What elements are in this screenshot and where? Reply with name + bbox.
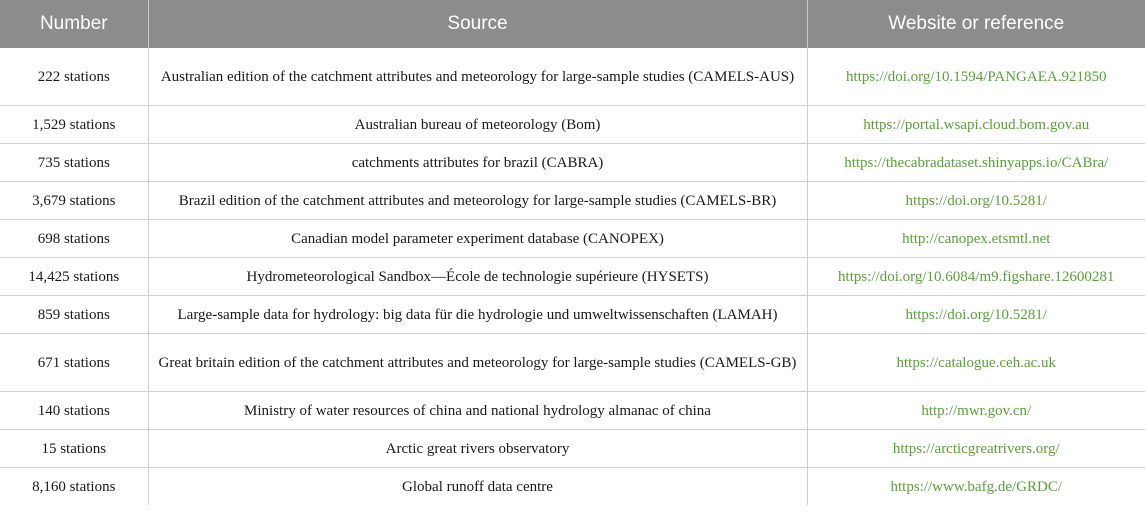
cell-number: 698 stations: [0, 220, 148, 258]
table-body: [0, 48, 1145, 505]
cell-website-link[interactable]: https://doi.org/10.1594/PANGAEA.921850: [807, 48, 1145, 106]
cell-website-link[interactable]: https://doi.org/10.5281/: [807, 182, 1145, 220]
table-row: [0, 144, 1145, 182]
table-row: [0, 468, 1145, 506]
cell-number: 671 stations: [0, 334, 148, 392]
cell-source: Australian bureau of meteorology (Bom): [148, 106, 807, 144]
cell-source: Large-sample data for hydrology: big data für die hydrologie und umweltwissenschaften (LAMAH): [148, 296, 807, 334]
cell-source: Hydrometeorological Sandbox—École de technologie supérieure (HYSETS): [148, 258, 807, 296]
cell-number: 222 stations: [0, 48, 148, 106]
cell-number: 735 stations: [0, 144, 148, 182]
table-row: [0, 106, 1145, 144]
cell-website-link[interactable]: https://www.bafg.de/GRDC/: [890, 478, 1063, 495]
cell-website-link[interactable]: https://doi.org/10.6084/m9.figshare.12600281: [807, 258, 1145, 296]
cell-source: catchments attributes for brazil (CABRA): [148, 144, 807, 182]
cell-source: Ministry of water resources of china and national hydrology almanac of china: [148, 392, 807, 430]
cell-website-link[interactable]: http://mwr.gov.cn/: [807, 392, 1145, 430]
cell-source: Brazil edition of the catchment attributes and meteorology for large-sample studies (CAMELS-BR): [148, 182, 807, 220]
table-row: [0, 258, 1145, 296]
cell-website-link[interactable]: https://thecabradataset.shinyapps.io/CABra/: [807, 144, 1145, 182]
cell-source: Canadian model parameter experiment database (CANOPEX): [148, 220, 807, 258]
table-row: [0, 220, 1145, 258]
table-row: [0, 334, 1145, 392]
table-row: [0, 392, 1145, 430]
cell-number: 14,425 stations: [0, 258, 148, 296]
cell-website-link[interactable]: https://portal.wsapi.cloud.bom.gov.au: [807, 106, 1145, 144]
cell-number: 8,160 stations: [0, 468, 148, 506]
cell-source: Arctic great rivers observatory: [148, 430, 807, 468]
table-row: [0, 182, 1145, 220]
table-row: [0, 48, 1145, 106]
cell-website-link[interactable]: https://arcticgreatrivers.org/: [807, 430, 1145, 468]
header-website: Website or reference: [807, 0, 1145, 48]
cell-website-link[interactable]: http://canopex.etsmtl.net: [807, 220, 1145, 258]
cell-source: Great britain edition of the catchment attributes and meteorology for large-sample studies (CAMELS-GB): [148, 334, 807, 392]
cell-source: Global runoff data centre: [148, 468, 807, 506]
header-source: Source: [148, 0, 807, 48]
table-row: [0, 430, 1145, 468]
cell-website-link[interactable]: https://catalogue.ceh.ac.uk: [807, 334, 1145, 392]
cell-website-link[interactable]: https://doi.org/10.5281/: [807, 296, 1145, 334]
cell-number: 859 stations: [0, 296, 148, 334]
cell-number: 140 stations: [0, 392, 148, 430]
cell-source: Australian edition of the catchment attributes and meteorology for large-sample studies (CAMELS-AUS): [148, 48, 807, 106]
table-header: [0, 0, 1145, 48]
header-row: [0, 0, 1145, 48]
cell-number: 3,679 stations: [0, 182, 148, 220]
header-number: Number: [0, 0, 148, 48]
cell-number: 15 stations: [0, 430, 148, 468]
cell-number: 1,529 stations: [0, 106, 148, 144]
table-row: [0, 296, 1145, 334]
